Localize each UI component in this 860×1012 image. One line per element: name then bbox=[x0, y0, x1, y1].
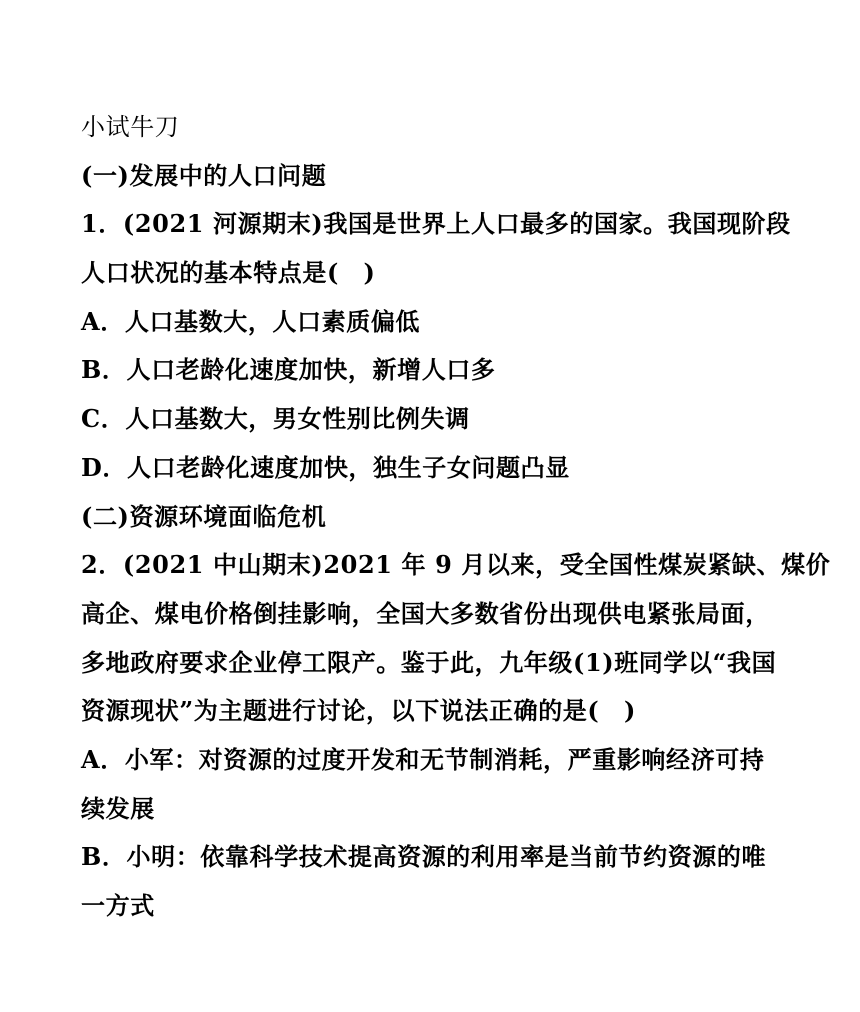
option-text: 小军：对资源的过度开发和无节制消耗，严重影响经济可持 bbox=[124, 744, 765, 774]
question-2-option-b-line1 bbox=[81, 833, 781, 882]
question-2-option-a-line1 bbox=[81, 736, 781, 785]
question-2-stem-line3: 多地政府要求企业停工限产。鉴于此，九年级(1)班同学以“我国 bbox=[81, 647, 777, 677]
question-1-option-d bbox=[81, 444, 781, 493]
option-label: A． bbox=[81, 744, 125, 774]
question-1-stem-line2: 人口状况的基本特点是( ) bbox=[81, 258, 376, 288]
option-label: B． bbox=[81, 355, 127, 385]
option-text: 小明：依靠科学技术提高资源的利用率是当前节约资源的唯 bbox=[126, 842, 767, 872]
section-title: 小试牛刀 bbox=[81, 113, 180, 141]
option-text: 人口基数大，人口素质偏低 bbox=[124, 306, 421, 336]
option-text: 人口基数大，男女性别比例失调 bbox=[125, 404, 470, 434]
question-1 bbox=[81, 200, 791, 492]
question-2-stem-line4: 资源现状”为主题进行讨论，以下说法正确的是( ) bbox=[81, 696, 636, 726]
question-2-stem-line2: 高企、煤电价格倒挂影响，全国大多数省份出现供电紧张局面， bbox=[81, 598, 770, 628]
question-2 bbox=[81, 541, 831, 931]
document-page bbox=[81, 103, 831, 931]
part2-heading: (二)资源环境面临危机 bbox=[81, 501, 327, 531]
option-text: 人口老龄化速度加快，独生子女问题凸显 bbox=[127, 452, 570, 482]
part1-heading: (一)发展中的人口问题 bbox=[81, 160, 327, 190]
question-1-stem-line1: 1．(2021 河源期末)我国是世界上人口最多的国家。我国现阶段 bbox=[81, 209, 791, 239]
question-2-option-a-line2: 续发展 bbox=[81, 793, 155, 823]
question-1-option-c bbox=[81, 395, 781, 444]
question-2-option-b-line2: 一方式 bbox=[81, 891, 155, 920]
question-1-option-a bbox=[81, 298, 781, 347]
option-label: A． bbox=[81, 306, 125, 336]
option-label: C． bbox=[81, 404, 126, 434]
option-label: B． bbox=[81, 842, 127, 872]
option-label: D． bbox=[81, 452, 128, 482]
option-text: 人口老龄化速度加快，新增人口多 bbox=[126, 355, 496, 385]
question-1-option-b bbox=[81, 346, 781, 395]
question-2-stem-line1: 2．(2021 中山期末)2021 年 9 月以来，受全国性煤炭紧缺、煤价 bbox=[81, 550, 831, 580]
